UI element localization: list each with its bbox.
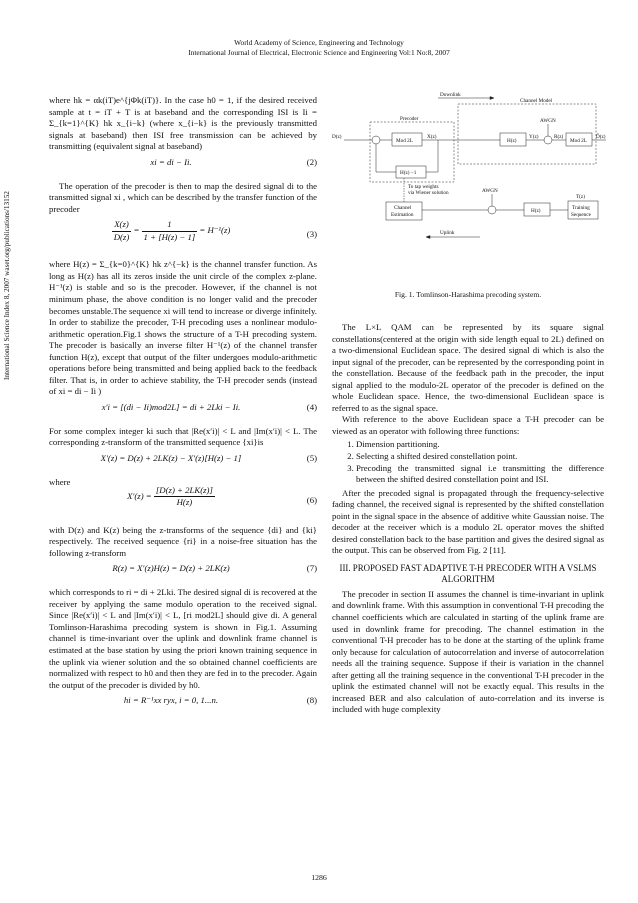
equation-number: (4): [306, 401, 317, 412]
awgn-summer: [544, 136, 552, 144]
page-number: 1286: [311, 873, 327, 882]
fraction: [142, 219, 198, 243]
label-channel-model: Channel Model: [520, 98, 553, 104]
equation-rhs: = H⁻¹(z): [199, 225, 231, 236]
paragraph: which corresponds to ri = di + 2Lki. The desired signal di is recovered at the receiver by applying the same modulo operation to the received signal. Since |Re(x′i)| < L and |Im(x′i)| < L, [ri mod2L] should give di. A general Tomlinson-Harashima precoding system is shown in Fig.1. Assuming channel is time-invariant over the uplink and downlink frame channel is estimated at the base station by using the priori known training sequence in the uplink via wiener solution and the so obtained channel coefficients are normalized with respect to h0 and then they are fed in to the precoder. Again the output of the precoder is divided by h0.: [49, 587, 317, 690]
equation-4: [49, 402, 317, 422]
label-precoder: Precoder: [400, 116, 419, 122]
label-h: H(z): [507, 138, 517, 144]
th-precoding-diagram: [330, 88, 608, 248]
paragraph: The L×L QAM can be represented by its square signal constellations(centered at the origin with side length equal to 2L) defined on a two-dimensional Euclidean space. The desired signal di which is also the input signal of the precoder, can be represented by the corresponding point in the constellation. Because of the feedback path in the precoder, the input signal applied to the modulo-2L operator of the precoder is defined on the whole Euclidean space. Hence, the two-dimensional Euclidean space is referred to as the signal space.: [332, 322, 604, 413]
paragraph: After the precoded signal is propagated through the frequency-selective fading channel, the received signal is represented by the shifted constellation point in the signal space in the absence of additive white Gaussian noise. The decoder at the receiver which is a modulo 2L operator moves the shifted desired constellation back to the base partition and gives the desired signal as the output. This can be observed from Fig. 2 [11].: [332, 487, 604, 556]
equation-body: hi = R⁻¹xx ryx, i = 0, 1...n.: [123, 695, 219, 706]
list-item: 1. Dimension partitioning.: [356, 439, 604, 451]
where-label: where: [49, 477, 71, 488]
equation-body: xi = di − Ii.: [150, 156, 192, 167]
label-tz: T(z): [576, 194, 585, 200]
equation-lhs: X′(z) =: [127, 490, 152, 501]
uplink-summer: [488, 206, 496, 214]
summer-node: [372, 136, 380, 144]
equation-3: $\frac{X(z)}{D(z)}$ = $\frac{1}{1 + [H(z) - 1]}$ = H⁻¹(z) (3): [113, 219, 317, 242]
equation-number: (3): [306, 229, 317, 240]
list-item: 2. Selecting a shifted desired constellation point.: [356, 451, 604, 463]
equation-number: (2): [306, 156, 317, 167]
numerator: X(z): [112, 219, 132, 232]
equation-number: (5): [306, 453, 317, 464]
equation-2: [49, 157, 317, 177]
equation-5: [49, 453, 317, 473]
equation-body: R(z) = X′(z)H(z) = D(z) + 2LK(z): [112, 563, 230, 574]
equation-body: x′i = [(di − Ii)mod2L] = di + 2Lki − Ii.: [101, 401, 241, 412]
paragraph: where hk = αk(iT)e^{jΦk(iT)}. In the case h0 = 1, if the desired received sample at t = iT + T is at baseband and the corresponding ISI is Ii = Σ_{k=1}^{K} hk x_{i−k} (where x_{i−k} is the previously transmitted signals at baseband) then ISI free transmission can be achieved by transmitting (equivalent signal at baseband): [49, 95, 317, 152]
label-hb: H(z): [531, 208, 541, 214]
equation-8: [49, 695, 317, 715]
label-hfb: H(z) −1: [400, 170, 417, 176]
journal-header: [0, 38, 638, 58]
left-column: [49, 95, 317, 719]
fraction: [154, 485, 215, 509]
paragraph: where H(z) = Σ_{k=0}^{K} hk z^{−k} is the channel transfer function. As long as H(z) has all its zeros inside the unit circle of the complex z-plane. H⁻¹(z) is stable and so is the precoder. However, if the channel is not minimum phase, the above condition is no longer valid and the precoder becomes unstable.The sequence xi will tend to increase or diverge infinitely. In order to stabilize the precoder, T-H precoding uses a nonlinear modulo-arithmetic operation.Fig.1 shows the structure of a T-H precoding system. The precoder is basically an inverse filter H⁻¹(z) of the channel transfer function H(z), except that output of the filter undergoes modulo-arithmetic operations before being transmitted and being applied back to the feedback filter. That is, in order to achieve stability, the T-H precoder sends (instead of xi = di − Ii ): [49, 259, 317, 397]
paragraph: with D(z) and K(z) being the z-transforms of the sequence {di} and {ki} respectively. The received sequence {ri} in a noise-free situation has the following z-transform: [49, 524, 317, 558]
denominator: D(z): [113, 231, 130, 242]
paragraph: With reference to the above Euclidean space a T-H precoder can be viewed as an operator with following three functions:: [332, 414, 604, 436]
sidebar-index-text[interactable]: International Science Index 8, 2007 waset.org/publications/13152: [3, 191, 11, 380]
equation-number: (6): [306, 494, 317, 505]
label-dhat: D̂(z): [596, 134, 606, 140]
label-ts2: Sequence: [571, 212, 591, 218]
precoder-functions-list: [332, 439, 604, 485]
right-column: [332, 322, 604, 716]
paragraph: The operation of the precoder is then to map the desired signal di to the transmitted signal xi , which can be described by the transfer function of the precoder: [49, 180, 317, 214]
denominator: 1 + [H(z) − 1]: [143, 231, 196, 242]
label-ce2: Estimation: [391, 212, 414, 218]
list-item: 3. Precoding the transmitted signal i.e transmitting the difference between the shifted desired constellation point and ISI.: [356, 463, 604, 486]
header-line-2: International Journal of Electrical, Electronic Science and Engineering Vol:1 No:8, 2007: [188, 48, 450, 57]
equation-7: [49, 563, 317, 583]
numerator: [D(z) + 2LK(z)]: [154, 485, 215, 498]
label-wiener: via Wiener solution: [408, 190, 449, 196]
label-awgn-top: AWGN: [540, 118, 556, 124]
label-downlink: Downlink: [440, 92, 461, 98]
label-y: Y(z): [529, 134, 539, 140]
label-ts1: Training: [572, 205, 590, 211]
label-ce1: Channel: [394, 205, 412, 211]
equation-number: (7): [306, 563, 317, 574]
denominator: H(z): [176, 497, 193, 508]
equation-number: (8): [306, 695, 317, 706]
label-mod-a: Mod 2L: [396, 138, 413, 144]
label-uplink: Uplink: [440, 230, 455, 236]
equation-body: X′(z) = D(z) + 2LK(z) − X′(z)[H(z) − 1]: [100, 453, 242, 464]
header-line-1: World Academy of Science, Engineering and Technology: [234, 38, 404, 47]
figure-caption: Fig. 1. Tomlinson-Harashima precoding system.: [394, 290, 542, 299]
numerator: 1: [142, 219, 198, 232]
label-mod-b: Mod 2L: [570, 138, 587, 144]
paragraph: The precoder in section II assumes the channel is time-invariant in uplink and downlink frame. With this assumption in conventional T-H precoding the channel coefficients which are calculated in starting of the uplink frame are used in downlink frame for precoding. The channel estimation in the conventional T-H precoder has to be done at the starting of the uplink frame only because for calculation of autocorrelation and inverse of autocorrelation needs all the training sequence. Suppose if their is variation in the channel after getting all the training sequence in the conventional T-H precoder in the uplink the estimated channel will not be exactly equal. This results in the increased BER and also calculation of auto-correlation and its inverse is included with huge complexity: [332, 588, 604, 715]
label-x: X(z): [427, 134, 437, 140]
label-awgn-bot: AWGN: [482, 188, 498, 194]
channel-model-box: [458, 104, 596, 164]
label-r: R(z): [554, 134, 564, 140]
label-d: D(z): [332, 134, 342, 140]
fraction: [112, 219, 132, 243]
section-heading: III. PROPOSED FAST ADAPTIVE T-H PRECODER WITH A VSLMS ALGORITHM: [339, 562, 597, 584]
equation-6: [49, 485, 317, 521]
label-taps: To tap weights: [408, 184, 439, 190]
paragraph: For some complex integer ki such that |Re(x′i)| < L and |Im(x′i)| < L. The corresponding z-transform of the transmitted sequence {xi}is: [49, 425, 317, 448]
